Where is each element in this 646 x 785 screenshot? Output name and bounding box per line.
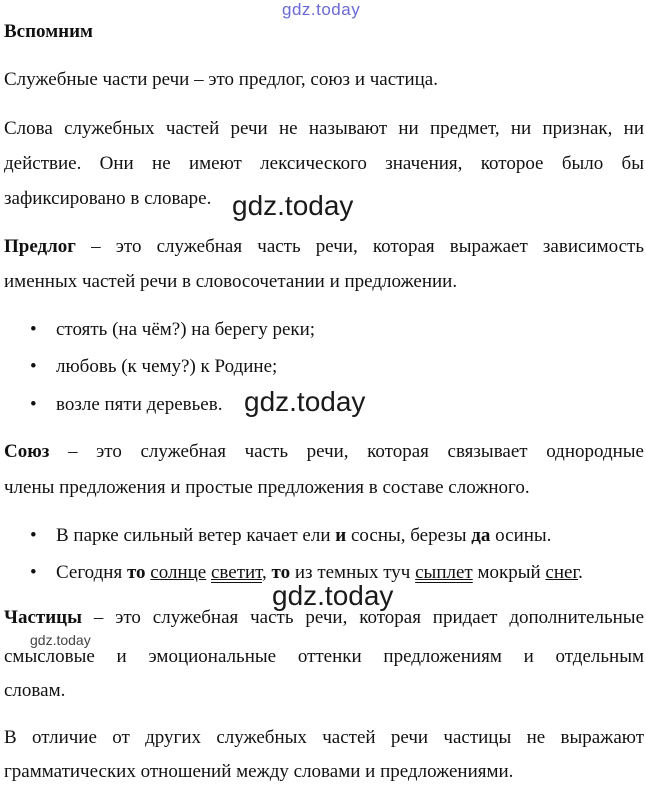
paragraph-line: грамматических отношений между словами и предложениями. — [4, 761, 514, 782]
paragraph-line: В отличие от других служебных частей речи частицы не выражают — [4, 727, 644, 748]
paragraph-line: Слова служебных частей речи не называют ни предмет, ни признак, ни — [4, 118, 644, 139]
list-item: • стоять (на чём?) на берегу реки; — [30, 318, 640, 342]
paragraph-line: именных частей речи в словосочетании и предложении. — [4, 271, 458, 292]
paragraph-line: члены предложения и простые предложения в составе сложного. — [4, 477, 530, 498]
predicate-underline: светит — [210, 562, 263, 583]
soyuz-definition: Союз – это служебная часть речи, которая связывает однородные — [4, 441, 644, 462]
watermark: gdz.today — [232, 190, 354, 221]
list-item: • любовь (к чему?) к Родине; — [30, 355, 640, 379]
paragraph-line: действие. Они не имеют лексического значения, которое было бы — [4, 153, 644, 174]
term-chastitsy: Частицы — [4, 607, 82, 628]
watermark: gdz.today — [244, 386, 366, 417]
list-item: • Сегодня то солнце светит, то из темных туч сыплет мокрый снег. — [30, 561, 640, 585]
watermark: gdz.today — [272, 580, 394, 611]
paragraph-line: зафиксировано в словаре. — [4, 188, 212, 209]
term-soyuz: Союз — [4, 441, 50, 462]
watermark-top: gdz.today — [282, 0, 361, 19]
subject-underline: снег — [545, 562, 579, 583]
paragraph-line: словам. — [4, 680, 66, 701]
paragraph-line: смысловые и эмоциональные оттенки предложениям и отдельным — [4, 646, 644, 667]
predicate-underline: сыплет — [415, 562, 473, 583]
paragraph-definition: Служебные части речи – это предлог, союз и частица. — [4, 69, 438, 90]
subject-underline: солнце — [150, 562, 207, 583]
chastitsy-definition: Частицы – это служебная часть речи, которая придает дополнительные — [4, 607, 644, 628]
list-item: • В парке сильный ветер качает ели и сосны, березы да осины. — [30, 524, 640, 548]
predlog-definition: Предлог – это служебная часть речи, которая выражает зависимость — [4, 236, 644, 257]
term-predlog: Предлог — [4, 236, 76, 257]
heading: Вспомним — [4, 21, 93, 42]
list-item: • возле пяти деревьев. — [30, 393, 640, 417]
watermark: gdz.today — [30, 632, 91, 648]
